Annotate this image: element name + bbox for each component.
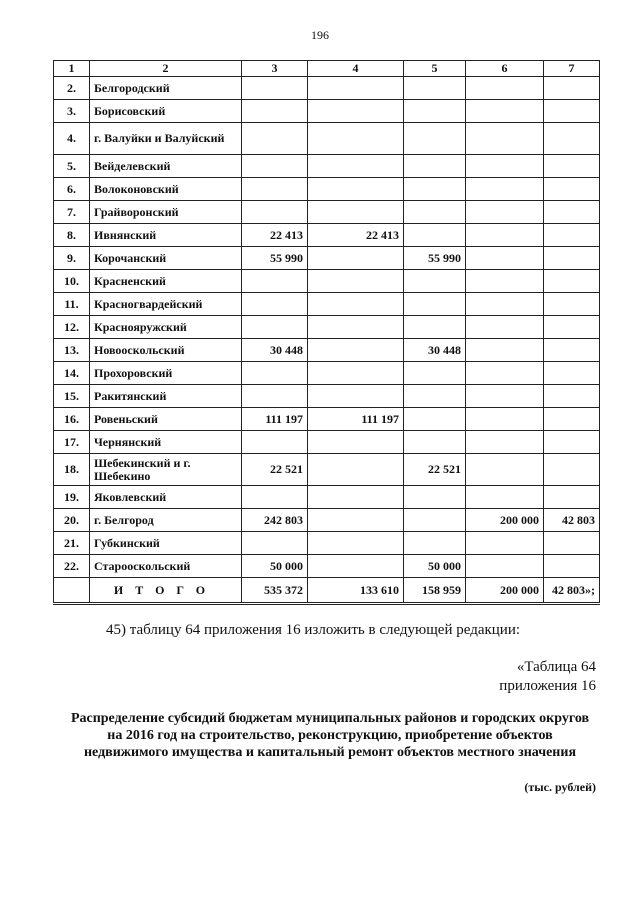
total-label: ИТОГО [90, 578, 242, 604]
row-number: 22. [54, 555, 90, 578]
value-col-6 [466, 178, 544, 201]
table-row [54, 555, 600, 578]
value-col-6 [466, 555, 544, 578]
row-number: 9. [54, 247, 90, 270]
value-col-6 [466, 454, 544, 486]
value-col-7 [544, 270, 600, 293]
row-number: 21. [54, 532, 90, 555]
value-col-7 [544, 532, 600, 555]
row-number: 8. [54, 224, 90, 247]
value-col-4 [308, 385, 404, 408]
value-col-7 [544, 123, 600, 155]
value-col-7 [544, 178, 600, 201]
value-col-7 [544, 362, 600, 385]
district-name: Яковлевский [90, 486, 242, 509]
row-number: 6. [54, 178, 90, 201]
district-name: Корочанский [90, 247, 242, 270]
value-col-7 [544, 431, 600, 454]
district-name: Старооскольский [90, 555, 242, 578]
value-col-6 [466, 362, 544, 385]
value-col-3 [242, 486, 308, 509]
value-col-5 [404, 293, 466, 316]
value-col-4 [308, 362, 404, 385]
total-num [54, 578, 90, 604]
value-col-7 [544, 293, 600, 316]
district-name: г. Белгород [90, 509, 242, 532]
value-col-4 [308, 201, 404, 224]
district-name: Губкинский [90, 532, 242, 555]
value-col-5 [404, 224, 466, 247]
value-col-7 [544, 486, 600, 509]
subsidy-table [53, 60, 600, 605]
column-header: 5 [404, 61, 466, 77]
row-number: 20. [54, 509, 90, 532]
value-col-3 [242, 77, 308, 100]
value-col-5 [404, 362, 466, 385]
row-number: 2. [54, 77, 90, 100]
row-number: 19. [54, 486, 90, 509]
column-header: 7 [544, 61, 600, 77]
value-col-5 [404, 486, 466, 509]
value-col-4 [308, 509, 404, 532]
value-col-3 [242, 431, 308, 454]
total-col-3: 535 372 [242, 578, 308, 604]
value-col-3 [242, 201, 308, 224]
value-col-3: 55 990 [242, 247, 308, 270]
row-number: 16. [54, 408, 90, 431]
value-col-6 [466, 123, 544, 155]
column-header: 2 [90, 61, 242, 77]
district-name: Шебекинский и г. Шебекино [90, 454, 242, 486]
value-col-6 [466, 408, 544, 431]
district-name: Борисовский [90, 100, 242, 123]
value-col-7 [544, 201, 600, 224]
value-col-4 [308, 270, 404, 293]
value-col-5: 30 448 [404, 339, 466, 362]
district-name: Волоконовский [90, 178, 242, 201]
table-row [54, 293, 600, 316]
table-row [54, 509, 600, 532]
value-col-7 [544, 408, 600, 431]
row-number: 10. [54, 270, 90, 293]
value-col-4 [308, 532, 404, 555]
district-name: Белгородский [90, 77, 242, 100]
value-col-6 [466, 77, 544, 100]
value-col-7 [544, 316, 600, 339]
value-col-4 [308, 77, 404, 100]
amendment-paragraph: 45) таблицу 64 приложения 16 изложить в следующей редакции: [106, 622, 521, 638]
total-col-5: 158 959 [404, 578, 466, 604]
value-col-7 [544, 339, 600, 362]
value-col-5 [404, 270, 466, 293]
district-name: Ракитянский [90, 385, 242, 408]
total-col-7: 42 803»; [544, 578, 600, 604]
table-row [54, 201, 600, 224]
row-number: 4. [54, 123, 90, 155]
table-reference-line: «Таблица 64 [516, 659, 596, 675]
value-col-4 [308, 339, 404, 362]
table-row [54, 247, 600, 270]
value-col-5 [404, 316, 466, 339]
value-col-3 [242, 532, 308, 555]
value-col-4 [308, 431, 404, 454]
value-col-5 [404, 431, 466, 454]
value-col-6 [466, 247, 544, 270]
value-col-6 [466, 486, 544, 509]
column-header: 6 [466, 61, 544, 77]
table-row [54, 408, 600, 431]
value-col-7 [544, 385, 600, 408]
value-col-5 [404, 201, 466, 224]
value-col-4 [308, 486, 404, 509]
value-col-3: 22 521 [242, 454, 308, 486]
row-number: 12. [54, 316, 90, 339]
value-col-5 [404, 100, 466, 123]
value-col-6 [466, 316, 544, 339]
value-col-7 [544, 454, 600, 486]
value-col-6 [466, 532, 544, 555]
value-col-5 [404, 532, 466, 555]
value-col-5: 50 000 [404, 555, 466, 578]
column-header: 1 [54, 61, 90, 77]
value-col-3: 242 803 [242, 509, 308, 532]
value-col-7 [544, 155, 600, 178]
value-col-3 [242, 385, 308, 408]
units-label: (тыс. рублей) [524, 780, 596, 794]
total-col-6: 200 000 [466, 578, 544, 604]
header-row [54, 61, 600, 77]
table-row [54, 316, 600, 339]
district-name: г. Валуйки и Валуйский [90, 123, 242, 155]
table-row [54, 532, 600, 555]
district-name: Вейделевский [90, 155, 242, 178]
table-row [54, 270, 600, 293]
value-col-7 [544, 247, 600, 270]
value-col-6 [466, 293, 544, 316]
table-row [54, 486, 600, 509]
value-col-3 [242, 100, 308, 123]
value-col-7 [544, 100, 600, 123]
table-row [54, 431, 600, 454]
value-col-6 [466, 155, 544, 178]
table-reference [499, 658, 596, 696]
table-row [54, 454, 600, 486]
district-name: Новооскольский [90, 339, 242, 362]
value-col-6 [466, 201, 544, 224]
value-col-3 [242, 123, 308, 155]
table-row [54, 77, 600, 100]
district-name: Ивнянский [90, 224, 242, 247]
district-name: Краснояружский [90, 316, 242, 339]
value-col-6 [466, 224, 544, 247]
table-body [54, 77, 600, 578]
value-col-5 [404, 509, 466, 532]
value-col-4 [308, 178, 404, 201]
value-col-3: 111 197 [242, 408, 308, 431]
value-col-3: 30 448 [242, 339, 308, 362]
value-col-4 [308, 454, 404, 486]
row-number: 11. [54, 293, 90, 316]
value-col-5: 55 990 [404, 247, 466, 270]
column-header: 3 [242, 61, 308, 77]
value-col-5 [404, 178, 466, 201]
value-col-3 [242, 362, 308, 385]
page-number: 196 [311, 28, 329, 42]
value-col-4 [308, 247, 404, 270]
value-col-3: 22 413 [242, 224, 308, 247]
table-row [54, 224, 600, 247]
value-col-5 [404, 123, 466, 155]
value-col-6 [466, 431, 544, 454]
row-number: 15. [54, 385, 90, 408]
total-col-4: 133 610 [308, 578, 404, 604]
table-row [54, 362, 600, 385]
value-col-4: 22 413 [308, 224, 404, 247]
district-name: Грайворонский [90, 201, 242, 224]
value-col-4 [308, 293, 404, 316]
value-col-7: 42 803 [544, 509, 600, 532]
total-row [54, 578, 600, 604]
value-col-3 [242, 293, 308, 316]
row-number: 14. [54, 362, 90, 385]
value-col-6: 200 000 [466, 509, 544, 532]
table-row [54, 178, 600, 201]
value-col-3 [242, 178, 308, 201]
value-col-4 [308, 316, 404, 339]
row-number: 5. [54, 155, 90, 178]
row-number: 17. [54, 431, 90, 454]
value-col-5 [404, 77, 466, 100]
table-row [54, 155, 600, 178]
value-col-7 [544, 555, 600, 578]
row-number: 7. [54, 201, 90, 224]
row-number: 18. [54, 454, 90, 486]
value-col-5 [404, 408, 466, 431]
value-col-3 [242, 155, 308, 178]
district-name: Красненский [90, 270, 242, 293]
value-col-4: 111 197 [308, 408, 404, 431]
column-header: 4 [308, 61, 404, 77]
value-col-7 [544, 224, 600, 247]
value-col-5 [404, 385, 466, 408]
value-col-4 [308, 155, 404, 178]
row-number: 13. [54, 339, 90, 362]
district-name: Ровеньский [90, 408, 242, 431]
value-col-3 [242, 270, 308, 293]
value-col-5: 22 521 [404, 454, 466, 486]
value-col-3 [242, 316, 308, 339]
value-col-7 [544, 77, 600, 100]
table-row [54, 100, 600, 123]
district-name: Чернянский [90, 431, 242, 454]
district-name: Прохоровский [90, 362, 242, 385]
table-row [54, 339, 600, 362]
value-col-6 [466, 385, 544, 408]
table-reference-line: приложения 16 [499, 678, 596, 694]
value-col-4 [308, 123, 404, 155]
value-col-6 [466, 339, 544, 362]
district-name: Красногвардейский [90, 293, 242, 316]
value-col-4 [308, 555, 404, 578]
row-number: 3. [54, 100, 90, 123]
value-col-6 [466, 270, 544, 293]
value-col-3: 50 000 [242, 555, 308, 578]
table-row [54, 385, 600, 408]
table-row [54, 123, 600, 155]
table-heading: Распределение субсидий бюджетам муниципальных районов и городских округов на 2016 год на строительство, реконструкцию, приобретение объектов недвижимого имущества и капитальный ремонт объектов местного значения [70, 711, 590, 760]
value-col-4 [308, 100, 404, 123]
value-col-5 [404, 155, 466, 178]
value-col-6 [466, 100, 544, 123]
